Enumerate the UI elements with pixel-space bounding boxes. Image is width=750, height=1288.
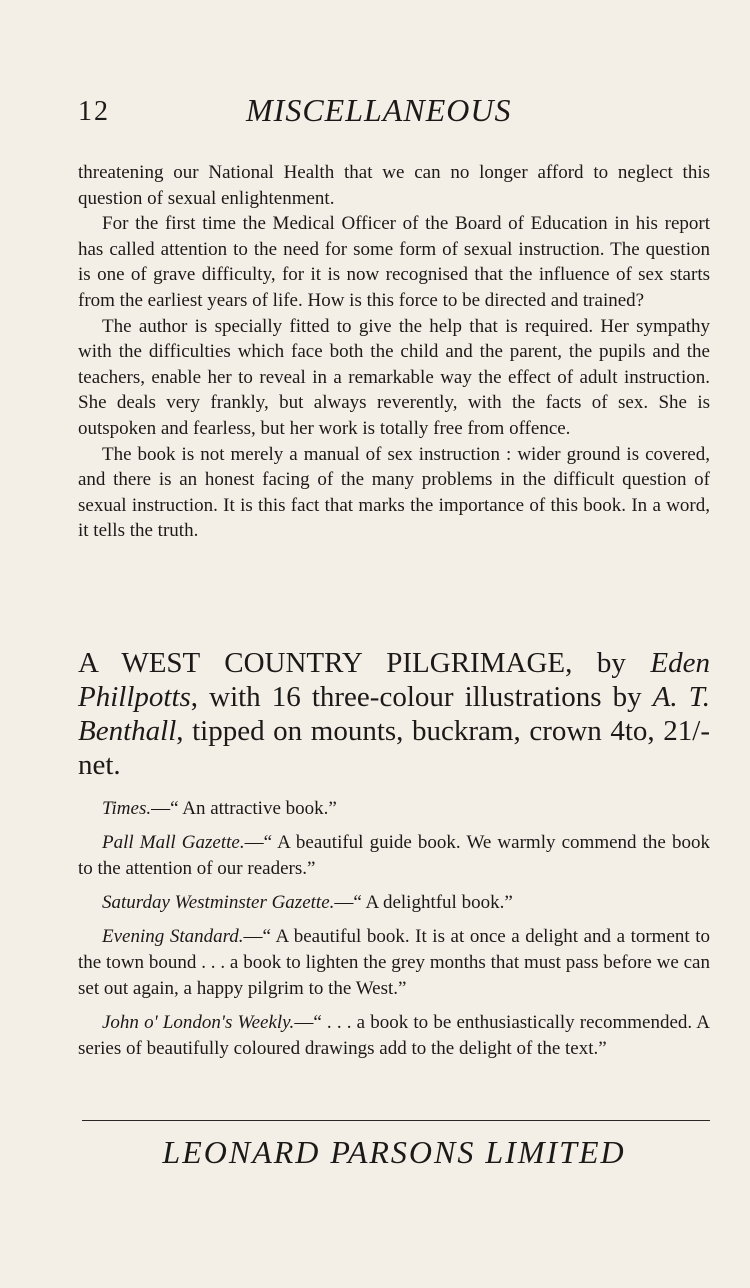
running-head: MISCELLANEOUS <box>246 92 512 128</box>
review-item <box>78 830 710 882</box>
review-quote: —“ A beautiful guide book. We warmly commend the book to the attention of our readers.” <box>78 832 710 879</box>
book-title: A WEST COUNTRY PILGRIMAGE, by <box>78 647 626 679</box>
paragraph-author-fitness: The author is specially fitted to give the help that is required. Her sympathy with the difficulties which face both the child and the parent, the pupils and the teachers, enable her to reveal in a remarkable way the effect of adult instruction. She deals very frankly, but always reverently, with the facts of sex. She is outspoken and fearless, but her work is totally free from offence. <box>78 315 710 439</box>
press-reviews <box>78 796 710 1070</box>
review-source: Saturday Westminster Gazette. <box>102 892 335 913</box>
review-item <box>78 924 710 1002</box>
paragraph-book-scope: The book is not merely a manual of sex instruction : wider ground is covered, and there is an honest facing of the many problems in the difficult question of sexual instruction. It is this fact that marks the importance of this book. In a word, it tells the truth. <box>78 443 710 542</box>
review-item <box>78 1010 710 1062</box>
review-item <box>78 796 710 822</box>
review-item <box>78 890 710 916</box>
publisher-footer: LEONARD PARSONS LIMITED <box>162 1134 626 1170</box>
review-source: Pall Mall Gazette. <box>102 832 245 853</box>
book-illustration-text: , with 16 three-colour illustrations by <box>190 681 653 713</box>
body-text <box>78 160 710 544</box>
review-source: John o' London's Weekly. <box>102 1012 295 1033</box>
footer-divider <box>82 1120 710 1121</box>
review-quote: —“ An attractive book.” <box>151 798 337 819</box>
review-source: Times. <box>102 798 152 819</box>
book-details: , tipped on mounts, buckram, crown 4to, 21/- net. <box>78 715 710 781</box>
review-source: Evening Standard. <box>102 926 244 947</box>
review-quote: —“ A beautiful book. It is at once a delight and a torment to the town bound . . . a book to lighten the grey months that must pass before we can set out again, a happy pilgrim to the West.” <box>78 926 711 999</box>
paragraph-medical-officer: For the first time the Medical Officer of the Board of Education in his report has called attention to the need for some form of sexual instruction. The question is one of grave difficulty, for it is now recognised that the influence of sex starts from the earliest years of life. How is this force to be directed and trained? <box>78 213 710 311</box>
book-title-line <box>78 646 710 782</box>
review-quote: —“ . . . a book to be enthusiastically recommended. A series of beautifully coloured drawings add to the delight of the text.” <box>78 1012 710 1059</box>
page-number: 12 <box>78 96 110 127</box>
book-entry-heading <box>78 646 710 782</box>
page-header <box>78 90 710 130</box>
paragraph-continuation: threatening our National Health that we can no longer afford to neglect this question of sexual enlightenment. <box>78 162 710 209</box>
book-illustrator: A. T. Benthall <box>78 681 710 747</box>
review-quote: —“ A delightful book.” <box>334 892 513 913</box>
book-author: Eden Phillpotts <box>78 647 710 713</box>
